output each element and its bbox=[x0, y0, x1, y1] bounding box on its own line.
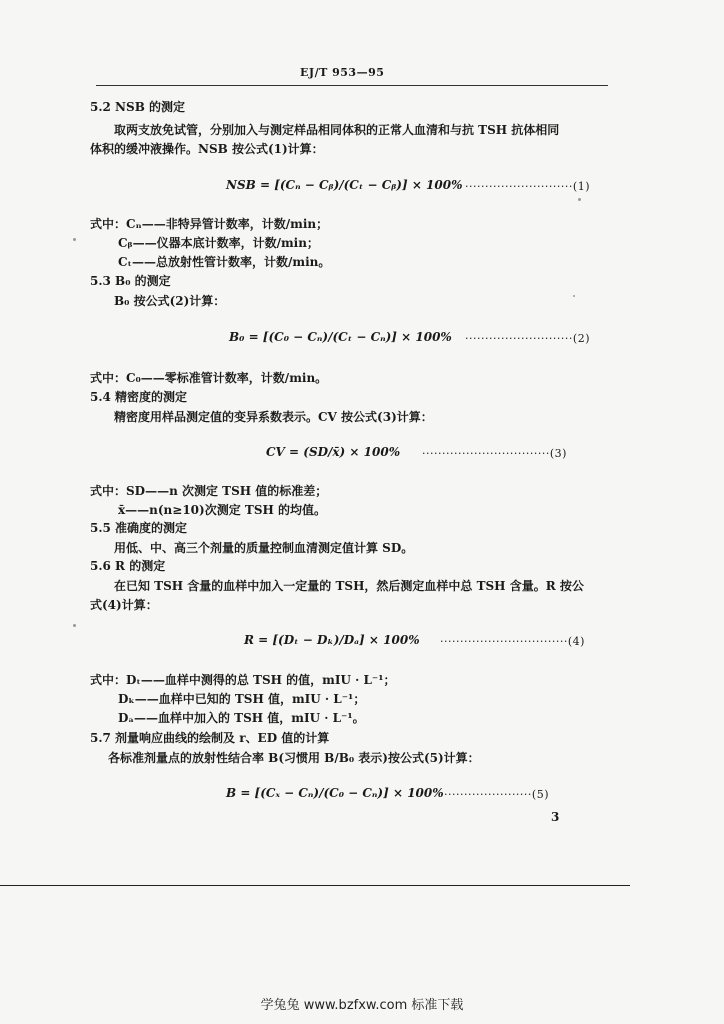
section-5-3-where-1: 式中：C₀——零标准管计数率，计数/min。 bbox=[90, 371, 328, 385]
bottom-rule bbox=[0, 885, 630, 886]
section-5-5-body: 用低、中、高三个剂量的质量控制血清测定值计算 SD。 bbox=[114, 541, 414, 555]
section-5-4-body: 精密度用样品测定值的变异系数表示。CV 按公式(3)计算： bbox=[114, 410, 433, 424]
header-rule bbox=[96, 85, 608, 86]
section-5-4-where-1: 式中：SD——n 次测定 TSH 值的标准差； bbox=[90, 484, 328, 498]
footer-watermark: 学兔兔 www.bzfxw.com 标准下载 bbox=[260, 998, 464, 1013]
section-5-7-title: 5.7 剂量响应曲线的绘制及 r、ED 值的计算 bbox=[90, 731, 330, 745]
formula-1-number: ···························(1) bbox=[465, 180, 590, 193]
formula-2: B₀ = [(C₀ − Cₙ)/(Cₜ − Cₙ)] × 100% bbox=[229, 330, 452, 344]
formula-5-number: ·······················(5) bbox=[440, 788, 550, 801]
standard-code-header: EJ/T 953—95 bbox=[300, 66, 385, 79]
section-5-4-where-2: x̄——n(n≥10)次测定 TSH 的均值。 bbox=[118, 503, 327, 517]
page-number: 3 bbox=[551, 810, 560, 824]
formula-4-number: ································(4) bbox=[440, 635, 585, 648]
section-5-2-where-3: Cₜ——总放射性管计数率，计数/min。 bbox=[118, 255, 331, 269]
section-5-6-body-line2: 式(4)计算： bbox=[90, 598, 158, 612]
section-5-3-body: B₀ 按公式(2)计算： bbox=[114, 294, 226, 308]
section-5-2-title: 5.2 NSB 的测定 bbox=[90, 100, 186, 114]
formula-3-number: ································(3) bbox=[422, 447, 567, 460]
formula-3: CV = (SD/x̄) × 100% bbox=[266, 445, 401, 459]
scan-speck bbox=[578, 198, 581, 201]
formula-5: B = [(Cₓ − Cₙ)/(C₀ − Cₙ)] × 100% bbox=[226, 786, 444, 800]
section-5-6-where-1: 式中：Dₜ——血样中测得的总 TSH 的值，mIU · L⁻¹； bbox=[90, 673, 396, 687]
section-5-2-where-2: Cᵦ——仪器本底计数率，计数/min； bbox=[118, 236, 319, 250]
section-5-4-title: 5.4 精密度的测定 bbox=[90, 390, 188, 404]
formula-1: NSB = [(Cₙ − Cᵦ)/(Cₜ − Cᵦ)] × 100% bbox=[226, 178, 463, 192]
section-5-6-body-line1: 在已知 TSH 含量的血样中加入一定量的 TSH，然后测定血样中总 TSH 含量。R 按公 bbox=[114, 579, 584, 593]
section-5-7-body: 各标准剂量点的放射性结合率 B(习惯用 B/B₀ 表示)按公式(5)计算： bbox=[108, 751, 480, 765]
section-5-2-body-line2: 体积的缓冲液操作。NSB 按公式(1)计算： bbox=[90, 142, 324, 156]
scan-speck bbox=[73, 624, 76, 627]
section-5-5-title: 5.5 准确度的测定 bbox=[90, 521, 188, 535]
section-5-6-where-3: Dₐ——血样中加入的 TSH 值，mIU · L⁻¹。 bbox=[118, 711, 365, 725]
section-5-6-where-2: Dₖ——血样中已知的 TSH 值，mIU · L⁻¹； bbox=[118, 692, 366, 706]
formula-4: R = [(Dₜ − Dₖ)/Dₐ] × 100% bbox=[244, 633, 420, 647]
section-5-2-where-1: 式中：Cₙ——非特异管计数率，计数/min； bbox=[90, 217, 329, 231]
section-5-6-title: 5.6 R 的测定 bbox=[90, 559, 166, 573]
scan-speck bbox=[73, 238, 76, 241]
scan-speck bbox=[573, 295, 575, 297]
formula-2-number: ···························(2) bbox=[465, 332, 590, 345]
section-5-2-body-line1: 取两支放免试管，分别加入与测定样品相同体积的正常人血清和与抗 TSH 抗体相同 bbox=[114, 123, 560, 137]
section-5-3-title: 5.3 B₀ 的测定 bbox=[90, 274, 171, 288]
